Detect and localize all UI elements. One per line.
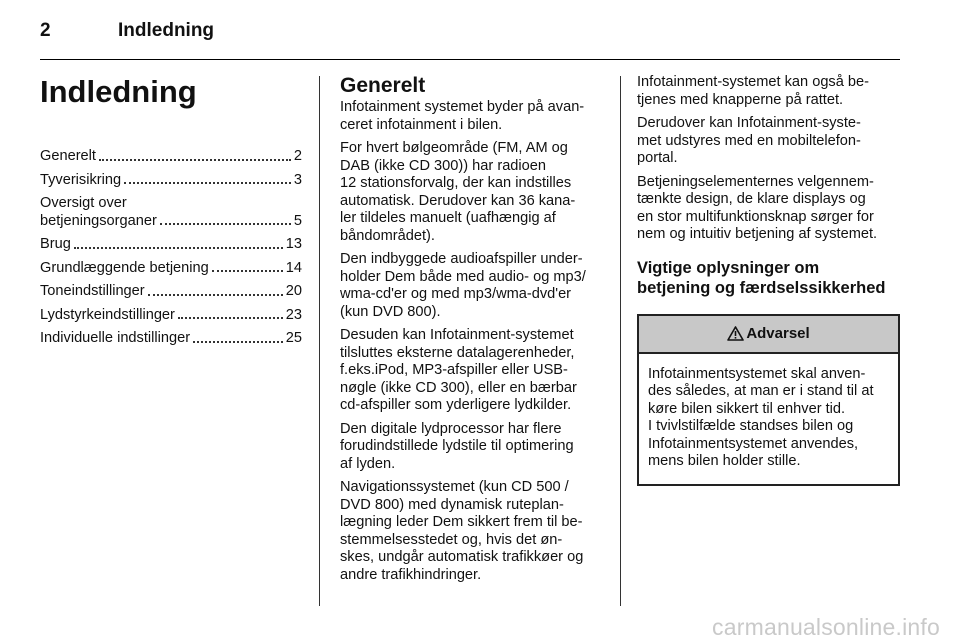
page-number: 2 bbox=[40, 20, 51, 41]
watermark: carmanualsonline.info bbox=[712, 614, 940, 640]
toc-page: 14 bbox=[285, 259, 302, 276]
header-rule bbox=[40, 59, 900, 60]
toc-page: 23 bbox=[285, 306, 302, 323]
paragraph: Desuden kan Infotainment-systemet tilsluttes eksterne datalagerenheder, f.eks.iPod, MP3-afspiller eller USB- nøgle (ikke CD 300), eller en bærbar cd-afspiller som yderligere lydkilder. bbox=[340, 327, 577, 413]
paragraph: Navigationssystemet (kun CD 500 / DVD 800) med dynamisk ruteplan- lægning leder Dem sikkert frem til be- stemmelsesstedet og, hvis det øn- skes, undgår automatisk trafikkøer og andre trafikhindringer. bbox=[340, 479, 584, 583]
paragraph: For hvert bølgeområde (FM, AM og DAB (ikke CD 300)) har radioen 12 stationsforvalg, der kan indstilles automatisk. Derudover kan 36 kana- ler tildeles manuelt (uafhængig af båndområdet). bbox=[340, 140, 576, 244]
toc-page: 3 bbox=[293, 171, 302, 188]
toc-label: Tyverisikring bbox=[40, 171, 122, 188]
toc-column bbox=[40, 74, 302, 354]
toc-page: 13 bbox=[285, 236, 302, 252]
toc-page: 5 bbox=[293, 212, 302, 229]
toc-leader bbox=[148, 294, 283, 296]
toc-leader bbox=[124, 182, 291, 184]
toc-label: Brug bbox=[40, 236, 71, 252]
paragraph: Den indbyggede audioafspiller under- holder Dem både med audio- og mp3/ wma-cd'er og med mp3/wma-dvd'er (kun DVD 800). bbox=[340, 251, 586, 320]
warning-triangle-icon bbox=[727, 326, 744, 341]
toc-page: 2 bbox=[293, 148, 302, 164]
toc-label: Lydstyrkeindstillinger bbox=[40, 306, 175, 323]
table-of-contents bbox=[40, 148, 302, 348]
subheading: Vigtige oplysninger om betjening og færdselssikkerhed bbox=[637, 258, 886, 297]
toc-label: Grundlæggende betjening bbox=[40, 259, 209, 276]
warning-header bbox=[639, 316, 898, 354]
toc-item-lydstyrke[interactable] bbox=[40, 307, 302, 325]
toc-leader bbox=[193, 341, 283, 343]
toc-item-oversigt[interactable] bbox=[40, 195, 302, 230]
toc-leader bbox=[160, 223, 291, 225]
toc-item-brug[interactable] bbox=[40, 236, 302, 254]
toc-label: Toneindstillinger bbox=[40, 283, 145, 299]
toc-item-tone[interactable] bbox=[40, 283, 302, 301]
toc-item-tyverisikring[interactable] bbox=[40, 172, 302, 190]
running-header-title: Indledning bbox=[118, 20, 215, 41]
toc-leader bbox=[74, 247, 283, 249]
toc-label: Oversigt over bbox=[40, 195, 127, 211]
toc-item-generelt[interactable] bbox=[40, 148, 302, 166]
body-column-2 bbox=[340, 74, 603, 590]
paragraph: Infotainment-systemet kan også be- tjenes med knapperne på rattet. bbox=[637, 74, 869, 108]
toc-leader bbox=[99, 159, 291, 161]
section-heading: Generelt bbox=[340, 74, 426, 97]
paragraph: Betjeningselementernes velgennem- tænkte design, de klare displays og en stor multifunktionsknap sørger for nem og intuitiv betjening af systemet. bbox=[637, 173, 878, 242]
warning-title: Advarsel bbox=[746, 324, 810, 342]
chapter-title: Indledning bbox=[40, 74, 197, 109]
toc-item-individuelle[interactable] bbox=[40, 330, 302, 348]
paragraph: Infotainment systemet byder på avan- ceret infotainment i bilen. bbox=[340, 99, 585, 133]
warning-box bbox=[637, 314, 900, 486]
paragraph: Den digitale lydprocessor har flere forudindstillede lydstile til optimering af lyden. bbox=[340, 420, 574, 472]
body-column-3 bbox=[637, 74, 900, 486]
toc-page: 20 bbox=[285, 283, 302, 299]
toc-item-grundlaeggende[interactable] bbox=[40, 260, 302, 278]
toc-label-continued: betjeningsorganer bbox=[40, 212, 157, 229]
column-divider-2 bbox=[620, 76, 621, 606]
toc-page: 25 bbox=[285, 330, 302, 346]
paragraph: Derudover kan Infotainment-syste- met udstyres med en mobiltelefon- portal. bbox=[637, 115, 861, 166]
toc-label: Individuelle indstillinger bbox=[40, 330, 191, 346]
toc-leader bbox=[178, 317, 283, 319]
toc-leader bbox=[212, 270, 283, 272]
column-divider-1 bbox=[319, 76, 320, 606]
toc-label: Generelt bbox=[40, 148, 96, 164]
warning-text: Infotainmentsystemet skal anven- des således, at man er i stand til at køre bilen sikkert til enhver tid. I tvivlstilfælde standses bilen og Infotainmentsystemet anvendes, mens bilen holder stille. bbox=[648, 365, 874, 469]
